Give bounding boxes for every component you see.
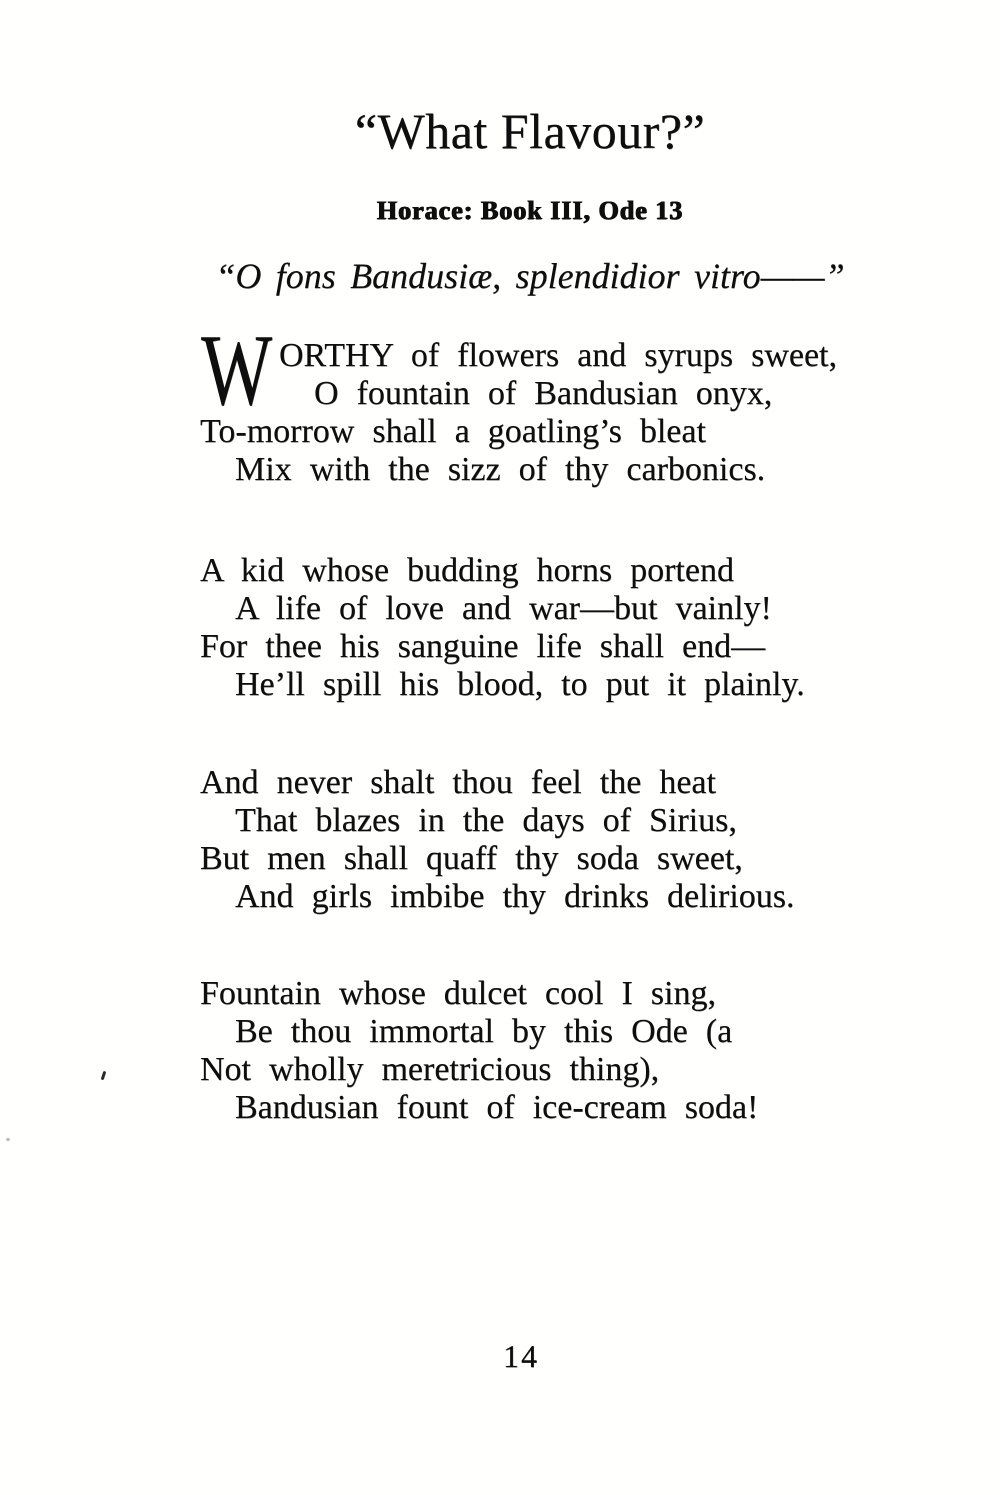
poem-line: ORTHY of flowers and syrups sweet, [279, 337, 837, 374]
poem-line: For thee his sanguine life shall end— [200, 628, 766, 665]
poem-line: He’ll spill his blood, to put it plainly. [235, 666, 805, 703]
poem-line: Not wholly meretricious thing), [200, 1051, 660, 1088]
poem-epigraph: “O fons Bandusiæ, splendidior vitro——” [215, 256, 845, 296]
poem-attribution: Horace: Book III, Ode 13 [376, 196, 684, 225]
poem-line: Be thou immortal by this Ode (a [235, 1013, 733, 1050]
poem-line: And girls imbibe thy drinks delirious. [235, 878, 795, 915]
poem-line: But men shall quaff thy soda sweet, [200, 840, 743, 877]
poem-line: Fountain whose dulcet cool I sing, [200, 975, 716, 1012]
poem-line: A life of love and war—but vainly! [235, 590, 772, 627]
poem-line: To-morrow shall a goatling’s bleat [200, 413, 706, 450]
poem-title: “What Flavour?” [354, 103, 706, 159]
page-number: 14 [503, 1338, 539, 1374]
stanza-2 [200, 552, 920, 704]
drop-cap-letter: W [201, 314, 273, 427]
stanza-1 [200, 337, 920, 489]
poem-line: O fountain of Bandusian onyx, [314, 375, 773, 412]
poem-line: That blazes in the days of Sirius, [235, 802, 737, 839]
poem-line: And never shalt thou feel the heat [200, 764, 716, 801]
poem-line: A kid whose budding horns portend [200, 552, 734, 589]
poem-line: Mix with the sizz of thy carbonics. [235, 451, 766, 488]
ink-speck [6, 1138, 10, 1141]
stanza-4 [200, 975, 920, 1127]
stanza-3 [200, 764, 920, 916]
poem-line: Bandusian fount of ice-cream soda! [235, 1089, 759, 1126]
